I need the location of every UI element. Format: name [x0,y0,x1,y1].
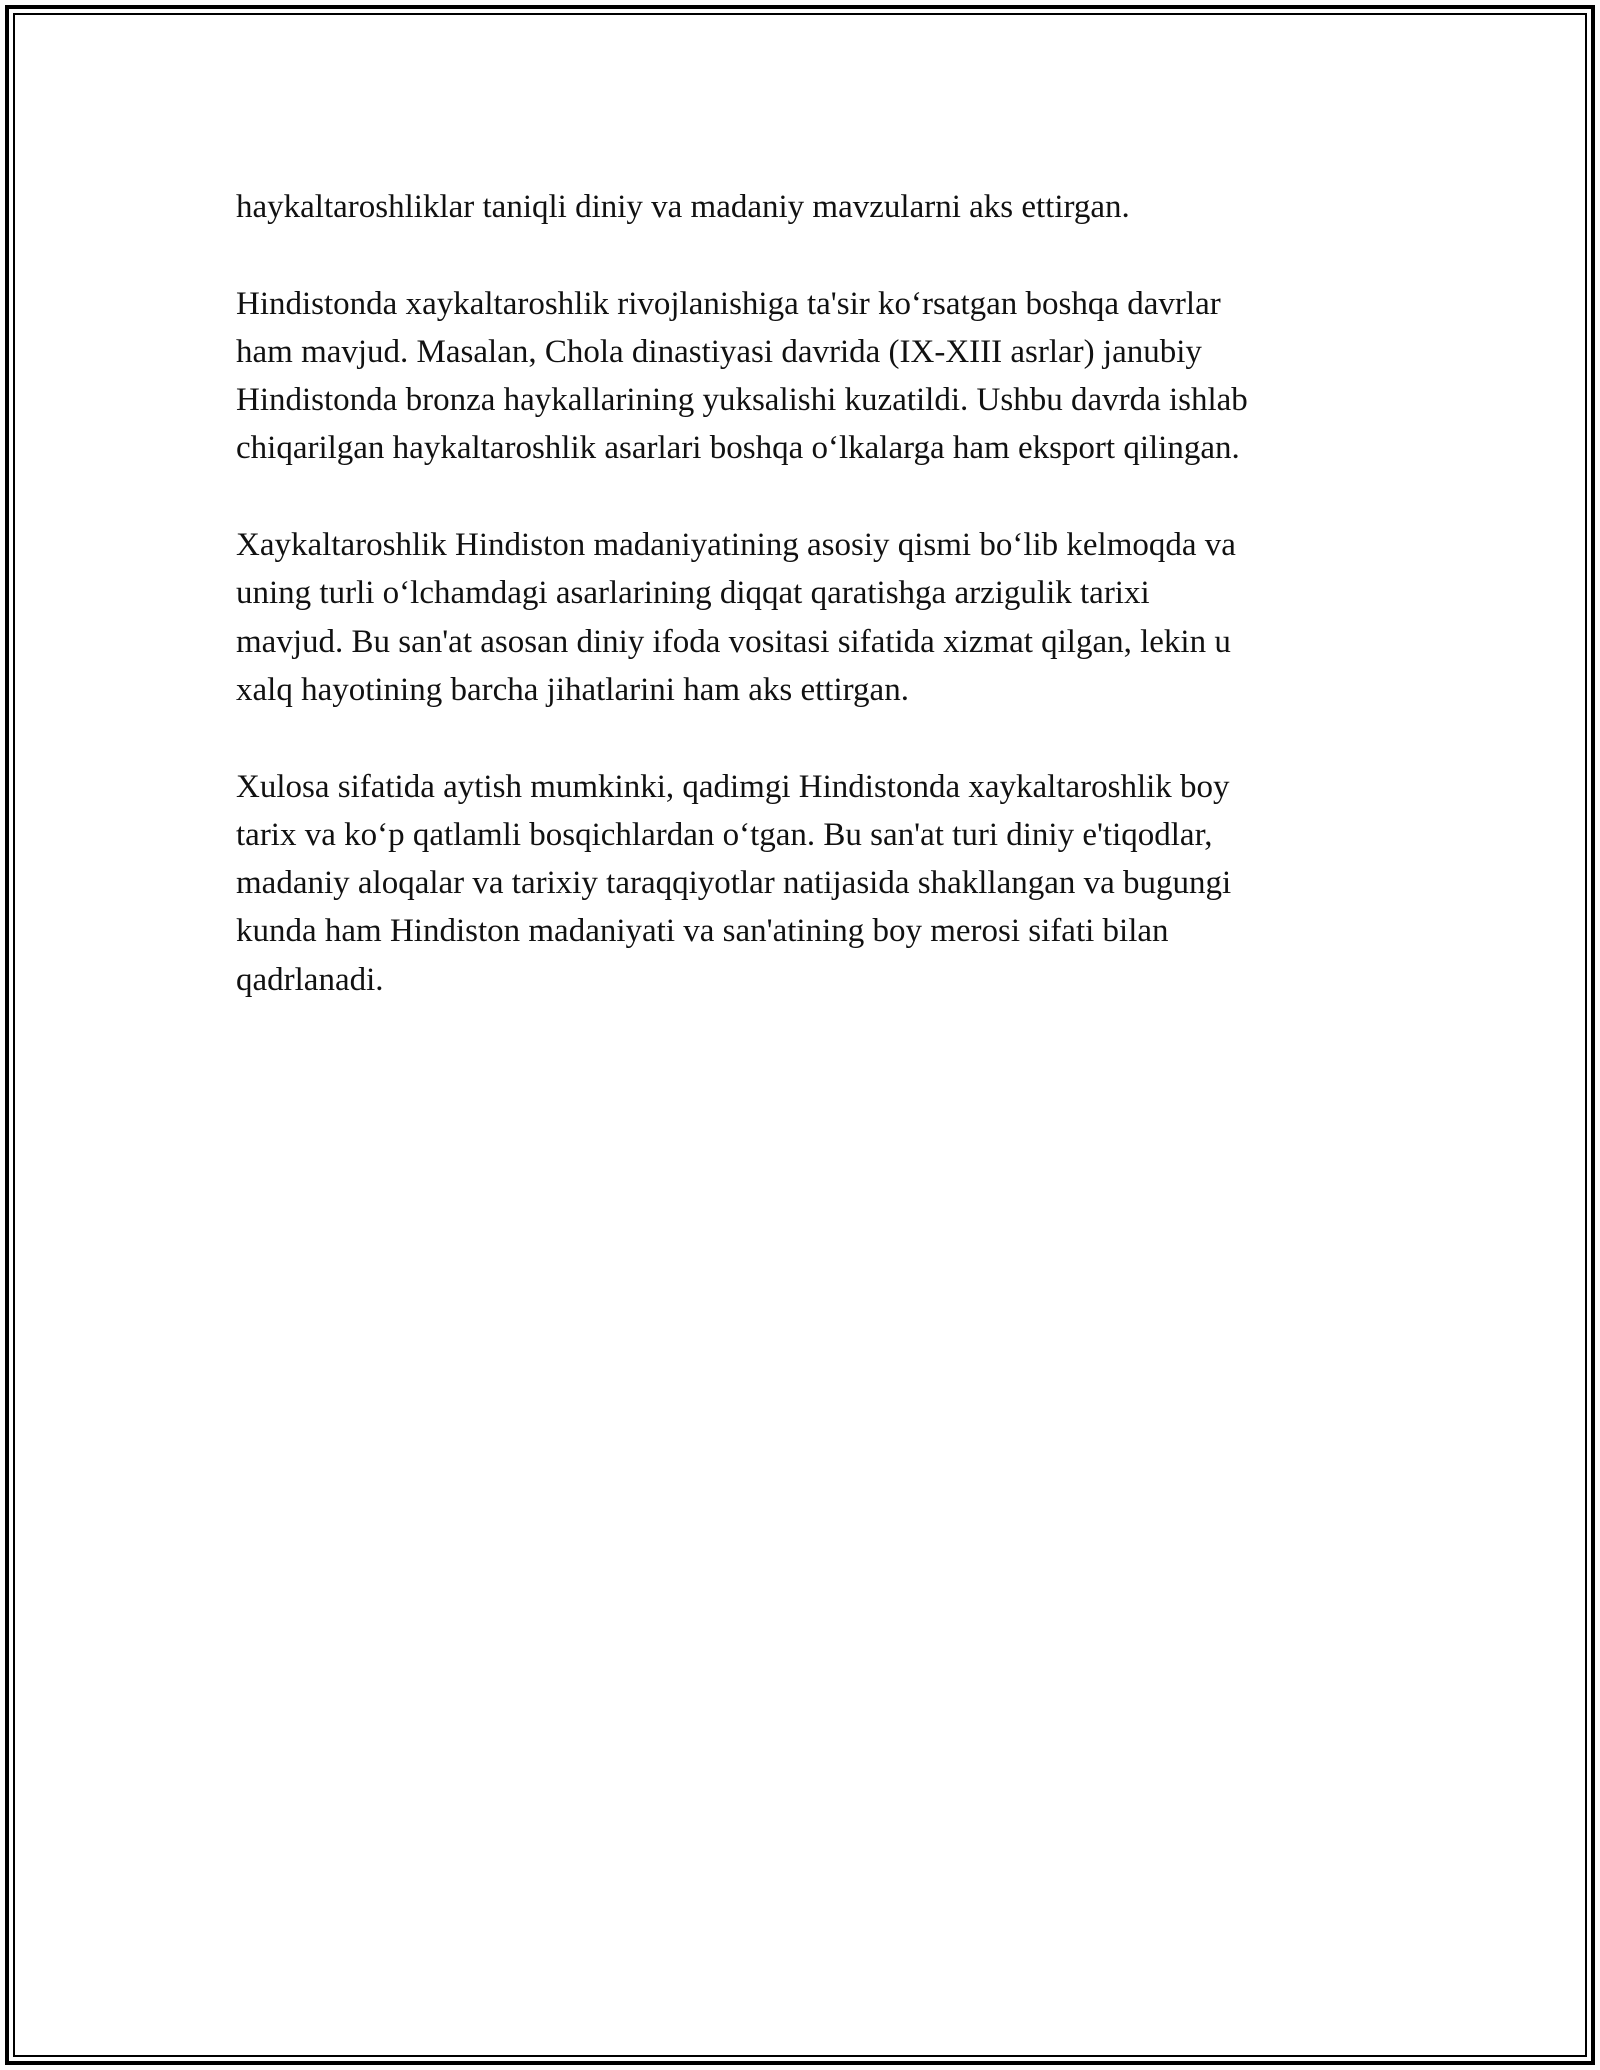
paragraph: Xulosa sifatida aytish mumkinki, qadimgi Hindistonda xaykaltaroshlik boy tarix va ko‘p qatlamli bosqichlardan o‘tgan. Bu san'at turi diniy e'tiqodlar, madaniy aloqalar va tarixiy taraqqiyotlar natijasida shakllangan va bugungi kunda ham Hindiston madaniyati va san'atining boy merosi sifati bilan qadrlanadi. [236,768,1232,998]
document-body [236,183,1376,1052]
paragraph: Hindistonda xaykaltaroshlik rivojlanishiga ta'sir ko‘rsatgan boshqa davrlar ham mavjud. Masalan, Chola dinastiyasi davrida (IX-XIII asrlar) janubiy Hindistonda bronza haykallarining yuksalishi kuzatildi. Ushbu davrda ishlab chiqarilgan haykaltaroshlik asarlari boshqa o‘lkalarga ham eksport qilingan. [236,285,1248,467]
paragraph: haykaltaroshliklar taniqli diniy va madaniy mavzularni aks ettirgan. [236,189,1130,225]
paragraph: Xaykaltaroshlik Hindiston madaniyatining asosiy qismi bo‘lib kelmoqda va uning turli o‘lchamdagi asarlarining diqqat qaratishga arzigulik tarixi mavjud. Bu san'at asosan diniy ifoda vositasi sifatida xizmat qilgan, lekin u xalq hayotining barcha jihatlarini ham aks ettirgan. [236,527,1236,708]
